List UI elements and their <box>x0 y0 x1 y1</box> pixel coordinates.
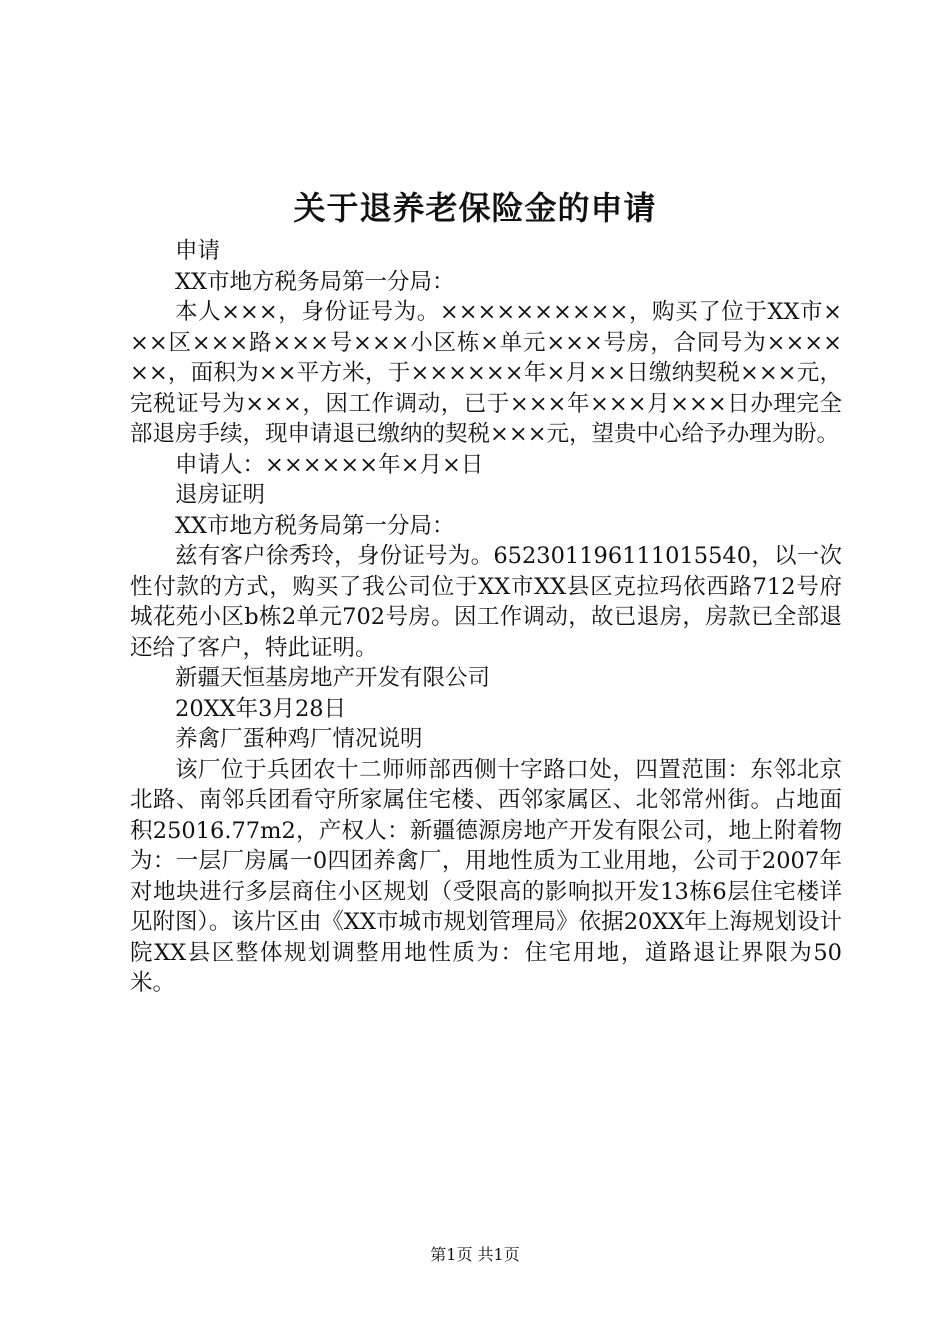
paragraph-certificate-heading: 退房证明 <box>175 482 266 508</box>
paragraph-applicant-signature: 申请人：××××××年×月×日 <box>175 451 484 478</box>
paragraph-certificate-addressee: XX市地方税务局第一分局： <box>175 512 455 539</box>
paragraph-application-body: 本人×××，身份证号为。××××××××××，购买了位于XX市×××区×××路×××号×××小区栋×单元×××号房，合同号为××××××，面积为××平方米，于××××××年×月××日缴纳契税×××元，完税证号为×××，因工作调动，已于×××年×××月×××日办理完全部退房手续，现申请退已缴纳的契税×××元，望贵中心给予办理为盼。 <box>130 299 842 447</box>
document-title: 关于退养老保险金的申请 <box>293 189 657 227</box>
paragraph-situation-heading: 养禽厂蛋种鸡厂情况说明 <box>175 726 423 752</box>
page-footer: 第1页 共1页 <box>430 1245 520 1264</box>
paragraph-company-name: 新疆天恒基房地产开发有限公司 <box>175 665 491 691</box>
document-body <box>130 236 842 999</box>
paragraph-addressee: XX市地方税务局第一分局： <box>175 268 455 295</box>
paragraph-date: 20XX年3月28日 <box>175 695 347 722</box>
paragraph-application-heading: 申请 <box>175 238 221 264</box>
paragraph-certificate-body: 兹有客户徐秀玲，身份证号为。652301196111015540，以一次性付款的方式，购买了我公司位于XX市XX县区克拉玛依西路712号府城花苑小区b栋2单元702号房。因工作调动，故已退房，房款已全部退还给了客户，特此证明。 <box>130 543 842 661</box>
paragraph-situation-body: 该厂位于兵团农十二师师部西侧十字路口处，四置范围：东邻北京北路、南邻兵团看守所家属住宅楼、西邻家属区、北邻常州街。占地面积25016.77m2，产权人：新疆德源房地产开发有限公司，地上附着物为：一层厂房属一0四团养禽厂，用地性质为工业用地，公司于2007年对地块进行多层商住小区规划（受限高的影响拟开发13栋6层住宅楼详见附图）。该片区由《XX市城市规划管理局》依据20XX年上海规划设计院XX县区整体规划调整用地性质为：住宅用地，道路退让界限为50米。 <box>130 756 842 996</box>
